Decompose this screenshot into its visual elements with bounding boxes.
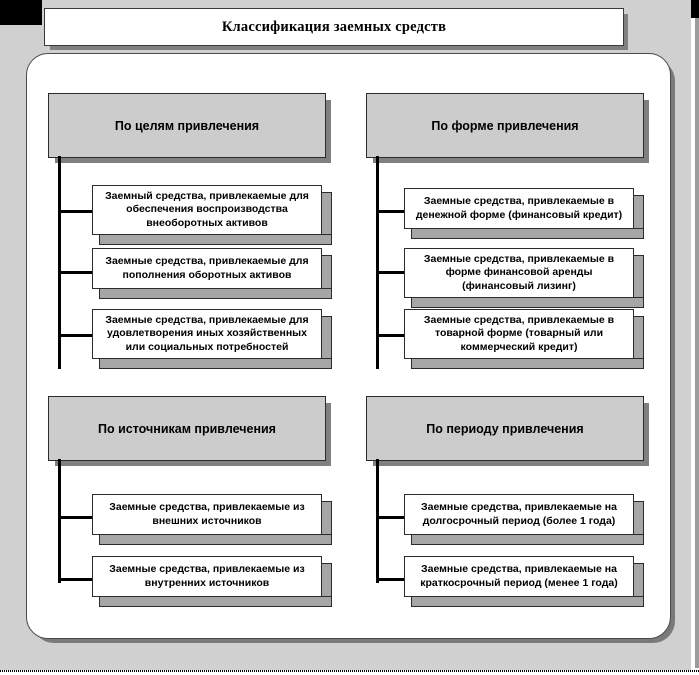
item-face [404,494,634,535]
item-face [92,185,322,235]
group-header-label: По целям привлечения [114,118,260,133]
list-item[interactable] [404,494,644,544]
connector-branch [376,516,406,519]
list-item[interactable] [92,494,332,544]
box-bottom-face [99,234,332,245]
connector-trunk [376,459,379,583]
group-header-label: По периоду привлечения [426,421,584,436]
page-title: Классификация заемных средств [221,18,447,35]
item-face [92,494,322,535]
connector-branch [58,334,94,337]
list-item[interactable] [404,556,644,606]
connector-branch [58,271,94,274]
list-item[interactable] [404,248,644,306]
connector-branch [376,578,406,581]
connector-branch [376,271,406,274]
group-header-form[interactable] [366,93,644,158]
item-face [404,188,634,229]
box-bottom-face [411,596,644,607]
box-bottom-face [411,228,644,239]
connector-branch [376,334,406,337]
connector-trunk [58,156,61,369]
list-item[interactable] [92,185,332,241]
item-label: Заемные средства, привлекаемые в форме финансовой аренды (финансовый лизинг) [423,252,615,292]
item-face [404,248,634,298]
item-face [404,556,634,597]
list-item[interactable] [92,248,332,298]
page-right-edge [695,18,699,668]
group-header-goals[interactable] [48,93,326,158]
group-header-label: По форме привлечения [431,118,579,133]
connector-trunk [376,156,379,369]
box-bottom-face [99,358,332,369]
item-label: Заемные средства, привлекаемые для пополнения оборотных активов [105,255,309,281]
item-label: Заемные средства, привлекаемые из внешних источников [109,501,305,527]
item-label: Заемные средства, привлекаемые на краткосрочный период (менее 1 года) [420,563,618,589]
corner-artifact-right [691,0,699,18]
item-label: Заемные средства, привлекаемые для удовлетворения иных хозяйственных или социальных потребностей [105,313,309,353]
item-face [92,248,322,289]
list-item[interactable] [92,309,332,367]
item-label: Заемные средства, привлекаемые на долгосрочный период (более 1 года) [421,501,617,527]
group-header-label: По источникам привлечения [98,421,276,436]
box-bottom-face [99,534,332,545]
connector-branch [58,578,94,581]
item-label: Заемные средства, привлекаемые в денежной форме (финансовый кредит) [415,195,623,221]
item-face [92,309,322,359]
item-label: Заемные средства, привлекаемые из внутренних источников [109,563,305,589]
group-header-sources[interactable] [48,396,326,461]
item-label: Заемные средства, привлекаемые в товарной форме (товарный или коммерческий кредит) [423,313,615,353]
diagram-title-bar [44,8,624,46]
group-header-period[interactable] [366,396,644,461]
item-face [92,556,322,597]
connector-branch [58,210,94,213]
item-face [404,309,634,359]
box-bottom-face [99,596,332,607]
connector-branch [58,516,94,519]
box-bottom-face [411,297,644,308]
connector-branch [376,210,406,213]
box-bottom-face [99,288,332,299]
connector-trunk [58,459,61,583]
list-item[interactable] [404,309,644,367]
list-item[interactable] [92,556,332,606]
item-label: Заемный средства, привлекаемые для обеспечения воспроизводства внеоборотных активов [105,189,309,229]
page-bottom-edge [0,670,699,675]
list-item[interactable] [404,188,644,238]
corner-artifact-left [0,0,42,25]
box-bottom-face [411,358,644,369]
box-bottom-face [411,534,644,545]
